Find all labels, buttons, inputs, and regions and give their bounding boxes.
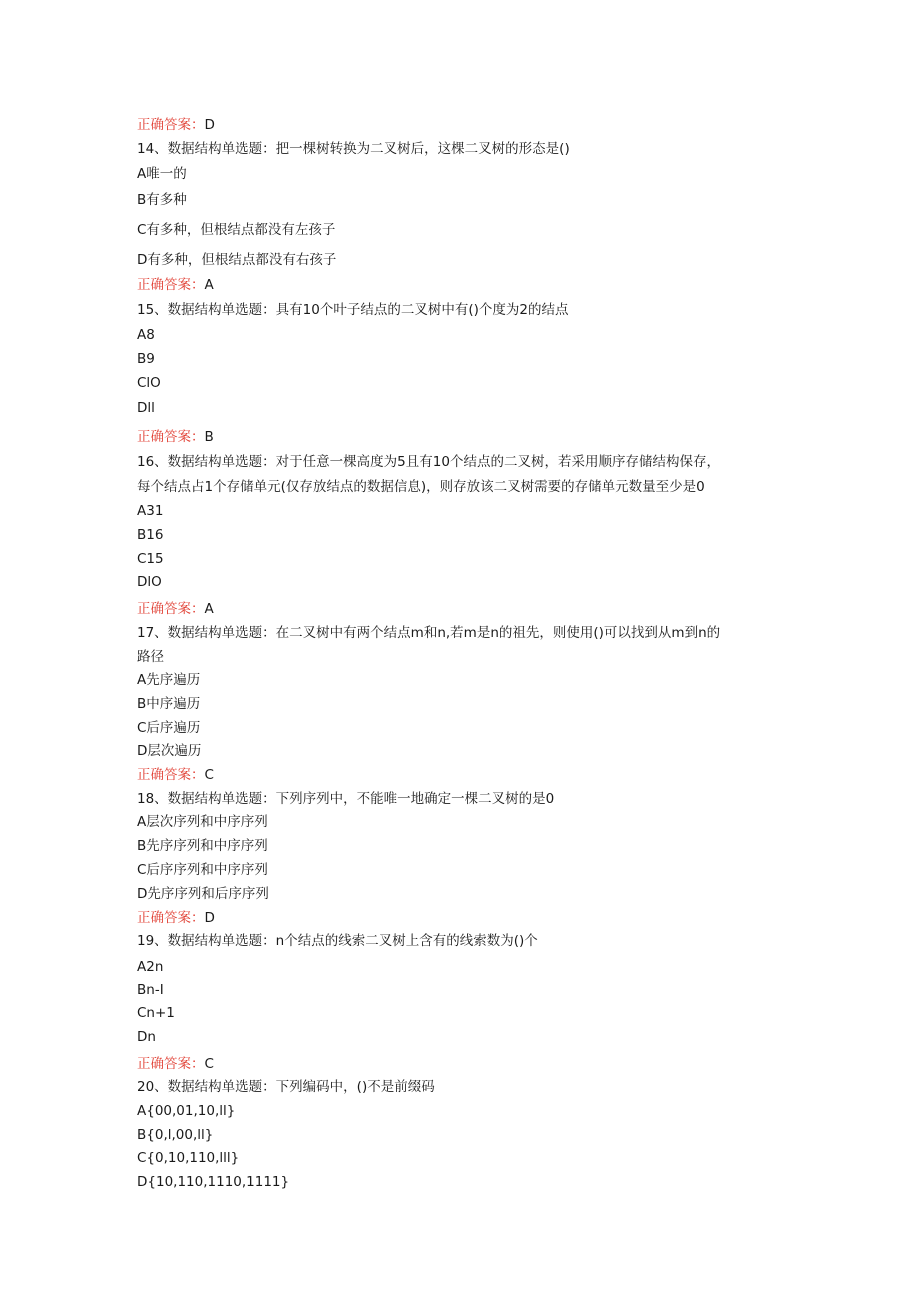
option-a: A{00,01,10,ll} (137, 1103, 236, 1119)
answer-label: 正确答案： (137, 429, 205, 445)
option-b: B16 (137, 527, 164, 543)
answer-value: D (204, 910, 215, 926)
answer-value: B (204, 429, 214, 445)
question-stem-continued: 路径 (137, 649, 164, 665)
option-d: D先序序列和后序序列 (137, 886, 269, 902)
question-stem: 16、数据结构单选题：对于任意一棵高度为5且有10个结点的二叉树，若采用顺序存储结构保存， (137, 454, 720, 470)
option-c: ClO (137, 375, 161, 391)
option-b: B中序遍历 (137, 696, 201, 712)
question-stem-continued: 每个结点占1个存储单元(仅存放结点的数据信息)，则存放该二叉树需要的存储单元数量至少是0 (137, 479, 705, 495)
option-c: C{0,10,110,lll} (137, 1150, 240, 1166)
question-stem: 15、数据结构单选题：具有10个叶子结点的二叉树中有()个度为2的结点 (137, 302, 569, 318)
answer-label: 正确答案： (137, 601, 205, 617)
option-d: Dn (137, 1029, 156, 1045)
option-b: B先序序列和中序序列 (137, 838, 268, 854)
answer-label: 正确答案： (137, 117, 205, 133)
option-b: B有多种 (137, 192, 187, 208)
option-d: D有多种，但根结点都没有右孩子 (137, 252, 337, 268)
question-stem: 18、数据结构单选题：下列序列中，不能唯一地确定一棵二叉树的是0 (137, 791, 555, 807)
answer-label: 正确答案： (137, 1056, 205, 1072)
question-stem: 14、数据结构单选题：把一棵树转换为二叉树后，这棵二叉树的形态是() (137, 141, 570, 157)
answer-label: 正确答案： (137, 910, 205, 926)
option-c: C15 (137, 551, 164, 567)
answer-line (137, 600, 214, 618)
answer-line (137, 1055, 214, 1073)
option-a: A唯一的 (137, 166, 187, 182)
option-d: D{10,110,1110,1111} (137, 1174, 290, 1190)
option-b: Bn-I (137, 982, 164, 998)
question-stem: 17、数据结构单选题：在二叉树中有两个结点m和n,若m是n的祖先，则使用()可以找到从m到n的 (137, 625, 721, 641)
answer-value: A (204, 277, 214, 293)
answer-value: A (204, 601, 214, 617)
answer-line (137, 909, 215, 927)
option-c: C有多种，但根结点都没有左孩子 (137, 222, 336, 238)
answer-value: D (204, 117, 215, 133)
answer-line (137, 766, 214, 784)
option-a: A31 (137, 503, 164, 519)
option-c: Cn+1 (137, 1005, 175, 1021)
answer-label: 正确答案： (137, 277, 205, 293)
answer-line (137, 276, 214, 294)
answer-value: C (204, 1056, 214, 1072)
answer-line (137, 428, 214, 446)
option-a: A8 (137, 327, 155, 343)
option-b: B9 (137, 351, 155, 367)
option-d: D层次遍历 (137, 743, 202, 759)
answer-line (137, 116, 215, 134)
question-stem: 20、数据结构单选题：下列编码中，()不是前缀码 (137, 1079, 435, 1095)
option-d: DlO (137, 574, 162, 590)
option-a: A层次序列和中序序列 (137, 814, 268, 830)
option-c: C后序序列和中序序列 (137, 862, 268, 878)
option-b: B{0,l,00,ll} (137, 1127, 214, 1143)
answer-label: 正确答案： (137, 767, 205, 783)
option-a: A先序遍历 (137, 672, 201, 688)
option-a: A2n (137, 959, 164, 975)
option-d: Dll (137, 400, 155, 416)
option-c: C后序遍历 (137, 720, 201, 736)
question-stem: 19、数据结构单选题：n个结点的线索二叉树上含有的线索数为()个 (137, 933, 538, 949)
answer-value: C (204, 767, 214, 783)
